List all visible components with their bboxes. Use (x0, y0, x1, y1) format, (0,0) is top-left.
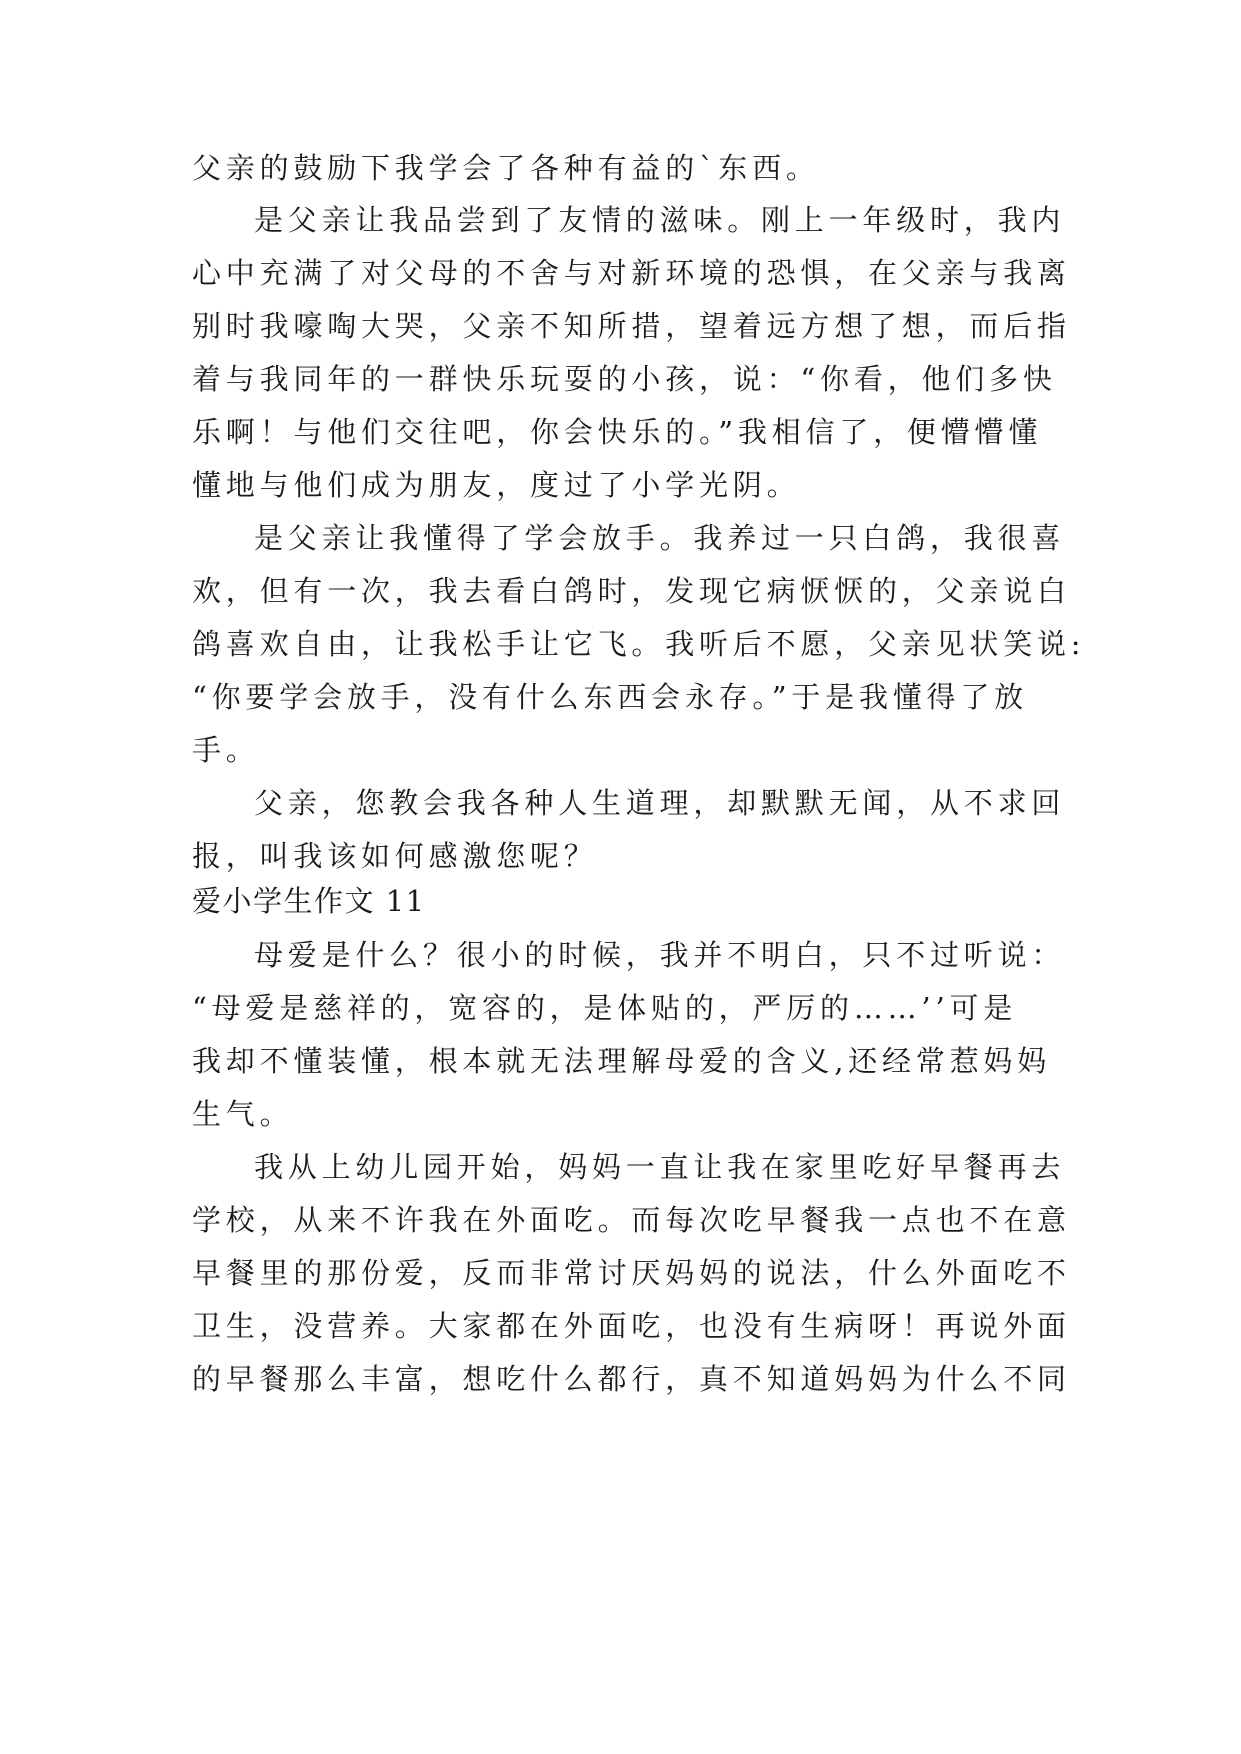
text-line: 父亲的鼓励下我学会了各种有益的`东西。 (192, 151, 820, 185)
text-line: 报，叫我该如何感激您呢？ (192, 839, 598, 873)
text-line: 手。 (192, 733, 260, 767)
text-line: 学校，从来不许我在外面吃。而每次吃早餐我一点也不在意 (192, 1203, 1071, 1237)
paragraph-first-line: 父亲，您教会我各种人生道理，却默默无闻，从不求回 (254, 786, 1066, 820)
paragraph-first-line: 是父亲让我懂得了学会放手。我养过一只白鸽，我很喜 (254, 521, 1066, 555)
text-line: 着与我同年的一群快乐玩耍的小孩，说：“你看，他们多快 (192, 362, 1057, 396)
section-heading: 爱小学生作文 11 (192, 884, 426, 918)
text-line: 我却不懂装懂，根本就无法理解母爱的含义,还经常惹妈妈 (192, 1044, 1052, 1078)
text-line: 的早餐那么丰富，想吃什么都行，真不知道妈妈为什么不同 (192, 1362, 1071, 1396)
text-line: 鸽喜欢自由，让我松手让它飞。我听后不愿，父亲见状笑说: (192, 627, 1086, 661)
paragraph-first-line: 母爱是什么？很小的时候，我并不明白，只不过听说： (254, 938, 1066, 972)
text-line: 心中充满了对父母的不舍与对新环境的恐惧，在父亲与我离 (192, 256, 1071, 290)
text-line: 别时我嚎啕大哭，父亲不知所措，望着远方想了想，而后指 (192, 309, 1071, 343)
text-line: 乐啊！与他们交往吧，你会快乐的。”我相信了，便懵懵懂 (192, 415, 1043, 449)
text-line: “母爱是慈祥的，宽容的，是体贴的，严厉的……’’可是 (192, 991, 1018, 1025)
text-line: “你要学会放手，没有什么东西会永存。”于是我懂得了放 (192, 680, 1028, 714)
text-line: 欢，但有一次，我去看白鸽时，发现它病恹恹的，父亲说白 (192, 574, 1071, 608)
text-line: 懂地与他们成为朋友，度过了小学光阴。 (192, 468, 801, 502)
text-line: 卫生，没营养。大家都在外面吃，也没有生病呀！再说外面 (192, 1309, 1071, 1343)
paragraph-first-line: 是父亲让我品尝到了友情的滋味。刚上一年级时，我内 (254, 203, 1066, 237)
paragraph-first-line: 我从上幼儿园开始，妈妈一直让我在家里吃好早餐再去 (254, 1150, 1066, 1184)
text-line: 生气。 (192, 1097, 294, 1131)
text-line: 早餐里的那份爱，反而非常讨厌妈妈的说法，什么外面吃不 (192, 1256, 1071, 1290)
